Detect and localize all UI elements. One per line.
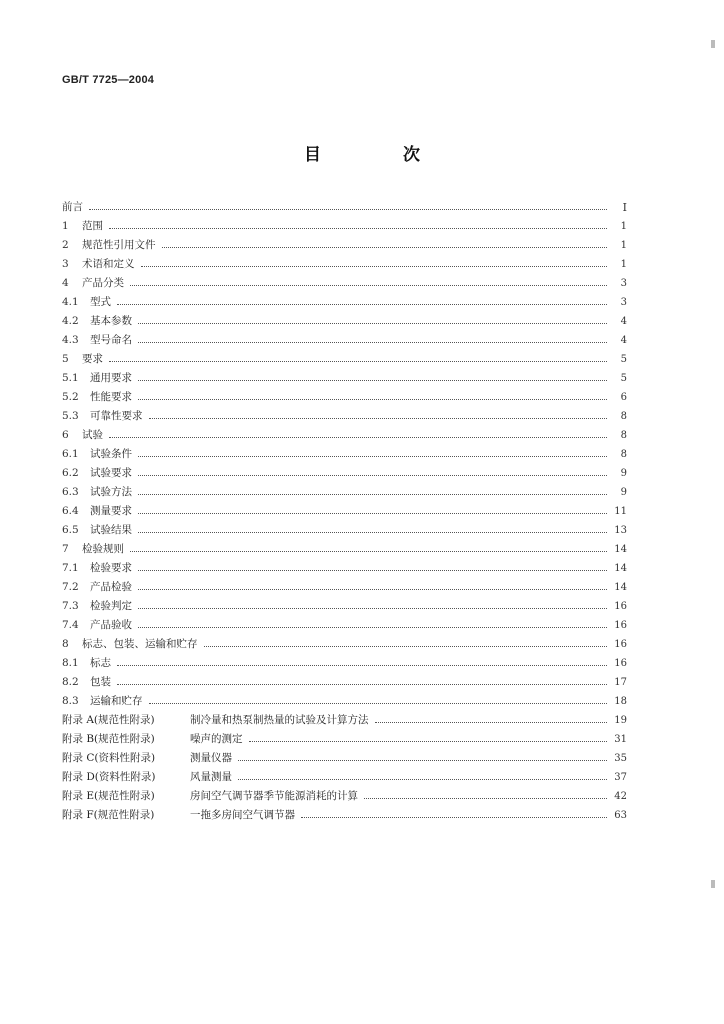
- toc-entry[interactable]: [62, 540, 627, 559]
- toc-entry[interactable]: [62, 445, 627, 464]
- toc-entry-label: 检验要求: [90, 562, 132, 574]
- scan-edge-mark: [711, 40, 715, 48]
- toc-dot-leader: [204, 635, 608, 654]
- toc-dot-leader: [138, 578, 607, 597]
- toc-entry-page: 16: [614, 658, 627, 669]
- toc-entry-page: 14: [614, 582, 627, 593]
- toc-entry-label: 试验: [82, 429, 103, 441]
- toc-dot-leader: [109, 217, 607, 236]
- toc-dot-leader: [130, 540, 607, 559]
- toc-dot-leader: [301, 806, 607, 825]
- toc-dot-leader: [138, 369, 607, 388]
- toc-entry-number: 7.1: [62, 562, 79, 574]
- toc-dot-leader: [117, 293, 607, 312]
- toc-dot-leader: [138, 502, 607, 521]
- toc-entry-label: 制冷量和热泵制热量的试验及计算方法: [190, 714, 369, 726]
- toc-entry-page: 19: [614, 715, 627, 726]
- toc-entry[interactable]: [62, 274, 627, 293]
- toc-entry[interactable]: [62, 293, 627, 312]
- toc-entry-number: 5: [62, 353, 69, 365]
- toc-dot-leader: [138, 331, 607, 350]
- toc-dot-leader: [238, 749, 607, 768]
- toc-entry-number: 8.2: [62, 676, 79, 688]
- toc-entry[interactable]: [62, 255, 627, 274]
- toc-entry[interactable]: [62, 654, 627, 673]
- toc-entry-number: 6.2: [62, 467, 79, 479]
- toc-annex-tag: 附录 D(资料性附录): [62, 771, 156, 783]
- toc-entry[interactable]: [62, 388, 627, 407]
- toc-entry-number: 4.1: [62, 296, 79, 308]
- toc-entry-number: 7.2: [62, 581, 79, 593]
- toc-entry-number: 8.3: [62, 695, 79, 707]
- toc-entry-label: 产品分类: [82, 277, 124, 289]
- document-code: GB/T 7725—2004: [62, 74, 155, 86]
- toc-entry-page: 5: [620, 354, 627, 365]
- toc-entry-page: 1: [620, 240, 627, 251]
- toc-dot-leader: [138, 483, 607, 502]
- toc-entry-page: 4: [620, 316, 627, 327]
- toc-entry[interactable]: [62, 331, 627, 350]
- toc-annex-entry[interactable]: [62, 749, 627, 768]
- toc-entry[interactable]: [62, 578, 627, 597]
- toc-entry-number: 6: [62, 429, 69, 441]
- toc-annex-tag: 附录 E(规范性附录): [62, 790, 155, 802]
- toc-entry[interactable]: [62, 369, 627, 388]
- toc-entry-page: 9: [620, 487, 627, 498]
- toc-entry[interactable]: [62, 464, 627, 483]
- toc-entry[interactable]: [62, 426, 627, 445]
- toc-entry-label: 噪声的测定: [190, 733, 243, 745]
- toc-entry[interactable]: [62, 597, 627, 616]
- toc-entry-label: 要求: [82, 353, 103, 365]
- toc-entry-page: 31: [614, 734, 627, 745]
- toc-entry-number: 6.3: [62, 486, 79, 498]
- toc-entry-label: 型号命名: [90, 334, 132, 346]
- toc-annex-tag: 附录 F(规范性附录): [62, 809, 155, 821]
- toc-entry-number: 5.3: [62, 410, 79, 422]
- toc-entry-label: 通用要求: [90, 372, 132, 384]
- toc-entry-label: 试验结果: [90, 524, 132, 536]
- toc-entry-page: 8: [620, 430, 627, 441]
- toc-entry-label: 试验条件: [90, 448, 132, 460]
- toc-entry[interactable]: [62, 502, 627, 521]
- toc-annex-tag: 附录 B(规范性附录): [62, 733, 155, 745]
- toc-entry-label: 试验要求: [90, 467, 132, 479]
- toc-entry-page: 8: [620, 411, 627, 422]
- toc-entry-label: 运输和贮存: [90, 695, 143, 707]
- toc-entry-page: 16: [614, 639, 627, 650]
- toc-entry-page: 11: [614, 506, 627, 517]
- toc-entry-label: 风量测量: [190, 771, 232, 783]
- toc-entry[interactable]: [62, 236, 627, 255]
- toc-entry-label: 检验规则: [82, 543, 124, 555]
- toc-entry-label: 规范性引用文件: [82, 239, 156, 251]
- toc-entry[interactable]: [62, 521, 627, 540]
- toc-dot-leader: [141, 255, 608, 274]
- toc-entry-label: 测量仪器: [190, 752, 232, 764]
- toc-annex-entry[interactable]: [62, 730, 627, 749]
- toc-entry-page: 4: [620, 335, 627, 346]
- toc-entry-label: 标志、包装、运输和贮存: [82, 638, 198, 650]
- toc-entry[interactable]: [62, 692, 627, 711]
- toc-annex-entry[interactable]: [62, 806, 627, 825]
- toc-entry-label: 前言: [62, 201, 83, 213]
- toc-entry-number: 6.1: [62, 448, 79, 460]
- toc-entry-page: 16: [614, 601, 627, 612]
- toc-dot-leader: [109, 350, 607, 369]
- toc-entry-number: 1: [62, 220, 69, 232]
- toc-entry-number: 4.2: [62, 315, 79, 327]
- toc-entry[interactable]: [62, 350, 627, 369]
- toc-entry-number: 4.3: [62, 334, 79, 346]
- toc-entry-page: 3: [620, 297, 627, 308]
- toc-entry-page: 63: [614, 810, 627, 821]
- toc-dot-leader: [138, 445, 607, 464]
- toc-dot-leader: [149, 407, 608, 426]
- toc-entry-page: 14: [614, 563, 627, 574]
- toc-entry-page: 37: [614, 772, 627, 783]
- toc-entry-label: 试验方法: [90, 486, 132, 498]
- toc-dot-leader: [138, 559, 607, 578]
- toc-entry[interactable]: [62, 673, 627, 692]
- toc-dot-leader: [162, 236, 608, 255]
- toc-dot-leader: [138, 521, 607, 540]
- toc-dot-leader: [149, 692, 608, 711]
- scan-edge-mark: [711, 880, 715, 888]
- toc-entry-page: 3: [620, 278, 627, 289]
- toc-entry-number: 8.1: [62, 657, 79, 669]
- toc-entry[interactable]: [62, 483, 627, 502]
- toc-entry-number: 2: [62, 239, 69, 251]
- toc-dot-leader: [138, 388, 607, 407]
- toc-entry-page: 5: [620, 373, 627, 384]
- toc-dot-leader: [117, 654, 607, 673]
- toc-entry-page: 14: [614, 544, 627, 555]
- toc-entry-label: 产品验收: [90, 619, 132, 631]
- toc-entry-number: 6.5: [62, 524, 79, 536]
- toc-entry-number: 3: [62, 258, 69, 270]
- toc-dot-leader: [249, 730, 608, 749]
- toc-entry-page: 35: [614, 753, 627, 764]
- toc-dot-leader: [138, 616, 607, 635]
- toc-entry-number: 8: [62, 638, 69, 650]
- toc-dot-leader: [375, 711, 608, 730]
- toc-dot-leader: [117, 673, 607, 692]
- toc-entry-label: 可靠性要求: [90, 410, 143, 422]
- toc-entry-number: 7.3: [62, 600, 79, 612]
- toc-annex-entry[interactable]: [62, 711, 627, 730]
- toc-entry-page: 1: [620, 259, 627, 270]
- toc-entry-label: 基本参数: [90, 315, 132, 327]
- toc-entry[interactable]: [62, 407, 627, 426]
- toc-entry-label: 包装: [90, 676, 111, 688]
- toc-title: 目 次: [304, 145, 458, 165]
- toc-annex-tag: 附录 A(规范性附录): [62, 714, 155, 726]
- toc-entry-page: 6: [620, 392, 627, 403]
- toc-entry-number: 6.4: [62, 505, 79, 517]
- toc-dot-leader: [130, 274, 607, 293]
- toc-dot-leader: [138, 312, 607, 331]
- toc-entry-page: 16: [614, 620, 627, 631]
- toc-entry-label: 标志: [90, 657, 111, 669]
- toc-entry[interactable]: [62, 635, 627, 654]
- toc-dot-leader: [89, 198, 607, 217]
- toc-entry-number: 7: [62, 543, 69, 555]
- toc-entry-label: 房间空气调节器季节能源消耗的计算: [190, 790, 358, 802]
- table-of-contents: [62, 198, 627, 825]
- toc-entry-label: 一拖多房间空气调节器: [190, 809, 295, 821]
- toc-entry-number: 4: [62, 277, 69, 289]
- toc-entry-page: 9: [620, 468, 627, 479]
- toc-entry[interactable]: [62, 559, 627, 578]
- toc-dot-leader: [138, 464, 607, 483]
- toc-entry-label: 术语和定义: [82, 258, 135, 270]
- toc-entry-number: 5.2: [62, 391, 79, 403]
- toc-entry-label: 产品检验: [90, 581, 132, 593]
- toc-entry-page: 1: [620, 221, 627, 232]
- toc-entry-label: 性能要求: [90, 391, 132, 403]
- toc-entry-label: 测量要求: [90, 505, 132, 517]
- toc-entry[interactable]: [62, 217, 627, 236]
- toc-dot-leader: [109, 426, 607, 445]
- toc-dot-leader: [364, 787, 607, 806]
- toc-entry-page: I: [622, 201, 627, 214]
- toc-entry[interactable]: [62, 616, 627, 635]
- toc-entry-label: 检验判定: [90, 600, 132, 612]
- toc-annex-entry[interactable]: [62, 787, 627, 806]
- toc-dot-leader: [238, 768, 607, 787]
- toc-entry-page: 8: [620, 449, 627, 460]
- toc-annex-entry[interactable]: [62, 768, 627, 787]
- toc-entry-number: 7.4: [62, 619, 79, 631]
- toc-entry-page: 42: [614, 791, 627, 802]
- toc-entry-number: 5.1: [62, 372, 79, 384]
- toc-dot-leader: [138, 597, 607, 616]
- toc-entry-label: 型式: [90, 296, 111, 308]
- toc-entry[interactable]: [62, 312, 627, 331]
- toc-entry-page: 18: [614, 696, 627, 707]
- toc-entry-page: 13: [614, 525, 627, 536]
- toc-entry-label: 范围: [82, 220, 103, 232]
- toc-entry-page: 17: [614, 677, 627, 688]
- toc-annex-tag: 附录 C(资料性附录): [62, 752, 156, 764]
- toc-entry[interactable]: [62, 198, 627, 217]
